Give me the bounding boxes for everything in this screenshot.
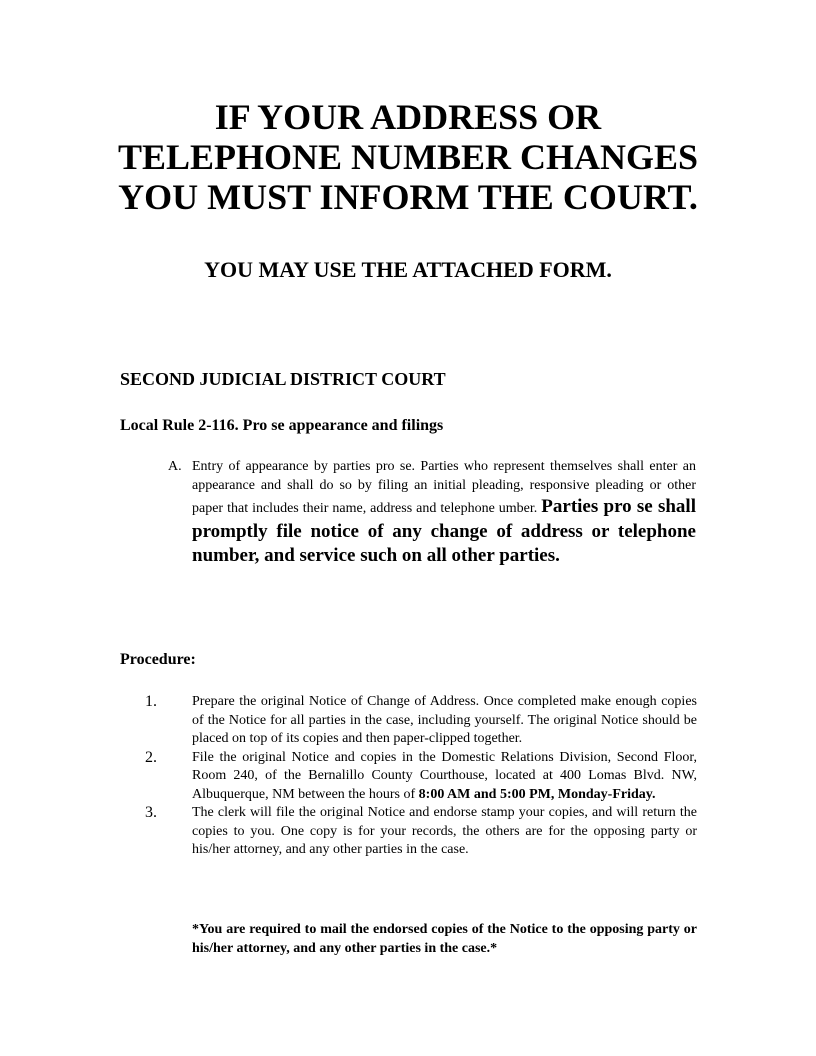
rule-item-a [168,458,696,569]
procedure-step [120,804,697,860]
procedure-steps [120,693,697,860]
heading-line-2: TELEPHONE NUMBER CHANGES [117,137,699,177]
rule-item-marker: A. [168,459,182,474]
main-heading [0,97,816,217]
procedure-heading: Procedure: [120,651,196,668]
step-body: File the original Notice and copies in the Domestic Relations Division, Second Floor, Room 240, of the Bernalillo County Courthouse, located at 400 Lomas Blvd. NW, Albuquerque, NM between the hours of [192,749,697,802]
step-number: 1. [145,693,157,710]
rule-item-body: Entry of appearance by parties pro se. Parties who represent themselves shall enter an appearance and shall do so by filing an initial pleading, responsive pleading or other paper that includes their name, address and telephone umber. [192,459,696,516]
court-name: SECOND JUDICIAL DISTRICT COURT [120,369,446,389]
step-number: 3. [145,804,157,821]
step-number: 2. [145,748,157,766]
step-text: The clerk will file the original Notice and endorse stamp your copies, and will return the copies to you. One copy is for your records, the others are for the opposing party or his/her attorney, and any other parties in the case. [192,805,697,857]
procedure-step [120,693,697,749]
heading-line-3: YOU MUST INFORM THE COURT. [118,177,698,217]
rule-title: Local Rule 2-116. Pro se appearance and filings [120,417,444,434]
rule-item-emphasis: Parties pro se shall promptly file notice of any change of address or telephone number, and service such on all other parties. [192,496,696,566]
office-hours: 8:00 AM and 5:00 PM, Monday-Friday. [418,786,656,802]
mailing-requirement-note: *You are required to mail the endorsed copies of the Notice to the opposing party or his/her attorney, and any other parties in the case.* [192,922,697,956]
procedure-step [120,749,697,805]
rule-item-text [192,458,696,569]
heading-line-1: IF YOUR ADDRESS OR [214,97,602,137]
step-text: Prepare the original Notice of Change of Address. Once completed make enough copies of the Notice for all parties in the case, including yourself. The original Notice should be placed on top of its copies and then paper-clipped together. [192,694,697,746]
subheading: YOU MAY USE THE ATTACHED FORM. [204,257,612,282]
step-text [192,749,697,805]
